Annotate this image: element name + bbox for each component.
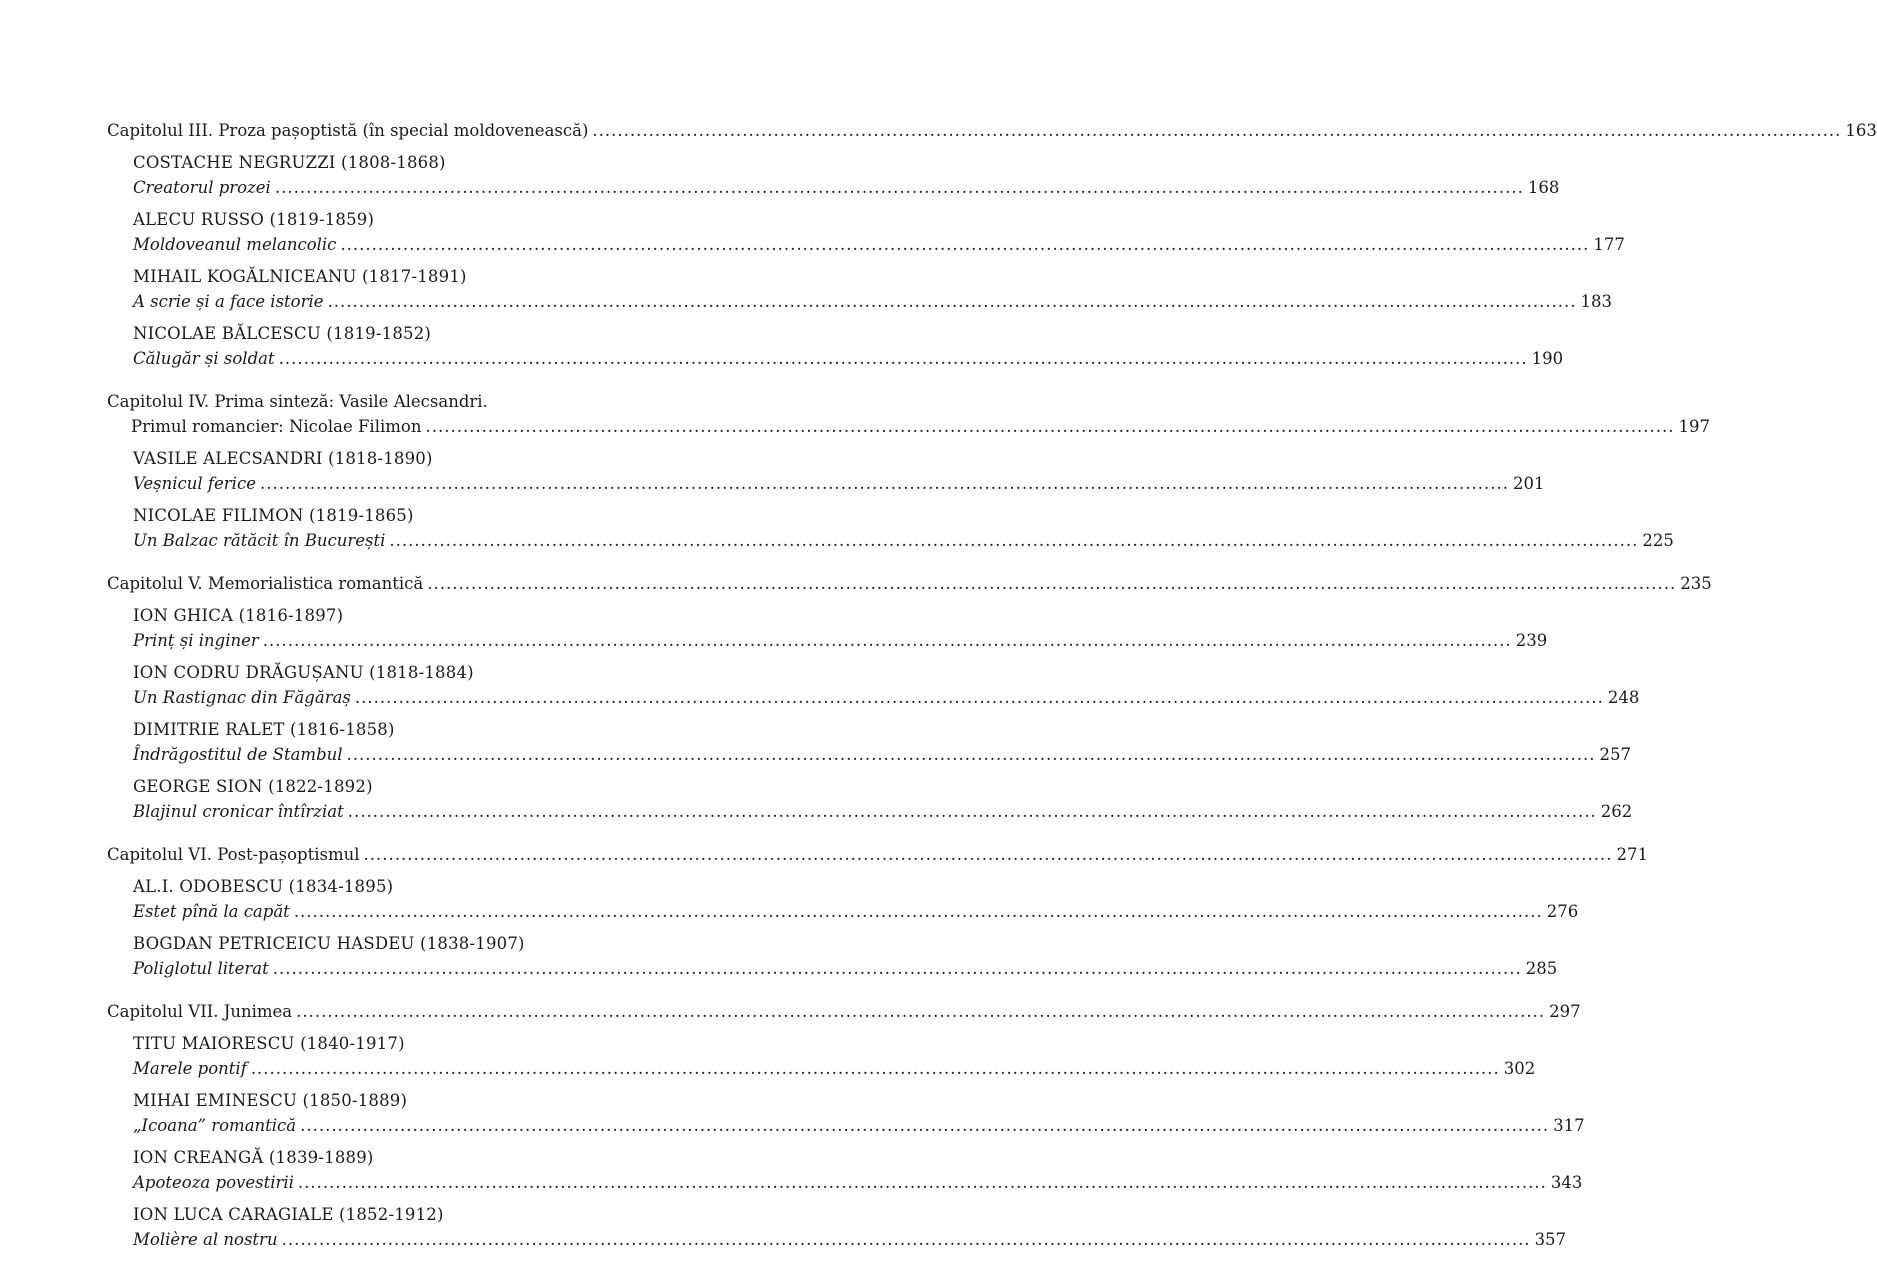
entry-subtitle: Blajinul cronicar întîrziat — [133, 802, 344, 821]
author-name: ALECU RUSSO (1819-1859) — [133, 210, 375, 229]
author-name: VASILE ALECSANDRI (1818-1890) — [133, 449, 433, 468]
entry-page-number: 276 — [1546, 902, 1579, 921]
chapter-section — [107, 118, 1877, 371]
dot-leader — [355, 685, 1604, 710]
dot-leader — [328, 289, 1577, 314]
entry-subtitle-line — [133, 628, 1548, 653]
author-name: DIMITRIE RALET (1816-1858) — [133, 720, 395, 739]
entry-subtitle: Veșnicul ferice — [133, 474, 256, 493]
entry-subtitle-line — [133, 899, 1579, 924]
entry-subtitle: Un Balzac rătăcit în București — [133, 531, 386, 550]
author-name: GEORGE SION (1822-1892) — [133, 777, 373, 796]
entry-subtitle: Estet pînă la capăt — [133, 902, 290, 921]
entry-subtitle: Marele pontif — [133, 1059, 247, 1078]
chapter-title-line — [107, 999, 1581, 1024]
entry-page-number: 285 — [1525, 959, 1558, 978]
author-name: BOGDAN PETRICEICU HASDEU (1838-1907) — [133, 934, 525, 953]
entry-page-number: 343 — [1550, 1173, 1583, 1192]
toc-entry — [107, 264, 1613, 314]
dot-leader — [282, 1227, 1531, 1252]
toc-entry — [107, 931, 1558, 981]
chapter-spacer — [107, 563, 693, 571]
toc-entry — [107, 1202, 1567, 1252]
chapter-section — [107, 842, 1649, 981]
entry-subtitle-line — [133, 742, 1632, 767]
author-name: MIHAIL KOGĂLNICEANU (1817-1891) — [133, 267, 467, 286]
entry-subtitle: „Icoana” romantică — [133, 1116, 297, 1135]
chapter-title-line — [107, 414, 1710, 439]
chapter-title-continuation: Primul romancier: Nicolae Filimon — [131, 417, 422, 436]
toc-entry — [107, 446, 1545, 496]
chapter-title: Capitolul VII. Junimea — [107, 1002, 293, 1021]
chapter-page-number: 163 — [1845, 121, 1877, 140]
entry-page-number: 201 — [1512, 474, 1545, 493]
dot-leader — [298, 1170, 1547, 1195]
chapter-page-number: 297 — [1549, 1002, 1581, 1021]
chapter-spacer — [107, 381, 693, 389]
chapter-title-line — [107, 118, 1877, 143]
author-name: NICOLAE FILIMON (1819-1865) — [133, 506, 414, 525]
dot-leader — [425, 414, 1674, 439]
entry-subtitle: Îndrăgostitul de Stambul — [133, 745, 343, 764]
entry-subtitle-line — [133, 528, 1674, 553]
dot-leader — [251, 1056, 1500, 1081]
entry-page-number: 177 — [1593, 235, 1625, 254]
chapter-page-number: 235 — [1680, 574, 1712, 593]
author-name: TITU MAIORESCU (1840-1917) — [133, 1034, 405, 1053]
dot-leader — [275, 175, 1524, 200]
entry-subtitle-line — [133, 956, 1558, 981]
chapter-spacer — [107, 991, 693, 999]
dot-leader — [348, 799, 1597, 824]
entry-page-number: 225 — [1642, 531, 1674, 550]
toc-entry — [107, 1145, 1583, 1195]
entry-subtitle-line — [133, 1170, 1583, 1195]
entry-subtitle: Călugăr și soldat — [133, 349, 275, 368]
dot-leader — [273, 956, 1522, 981]
entry-subtitle: A scrie și a face istorie — [133, 292, 324, 311]
toc-entry — [107, 207, 1625, 257]
entry-subtitle: Molière al nostru — [133, 1230, 278, 1249]
entry-subtitle-line — [133, 289, 1613, 314]
author-name: ION CREANGĂ (1839-1889) — [133, 1148, 374, 1167]
entry-page-number: 262 — [1600, 802, 1633, 821]
toc-entry — [107, 321, 1564, 371]
chapter-title: Capitolul IV. Prima sinteză: Vasile Alecsandri. — [107, 392, 488, 411]
chapter-page-number: 271 — [1616, 845, 1649, 864]
entry-page-number: 190 — [1531, 349, 1564, 368]
entry-page-number: 302 — [1503, 1059, 1536, 1078]
author-name: MIHAI EMINESCU (1850-1889) — [133, 1091, 408, 1110]
toc-entry — [107, 503, 1674, 553]
entry-subtitle: Un Rastignac din Făgăraș — [133, 688, 351, 707]
entry-page-number: 357 — [1534, 1230, 1567, 1249]
entry-subtitle: Moldoveanul melancolic — [133, 235, 337, 254]
entry-subtitle: Poliglotul literat — [133, 959, 269, 978]
entry-subtitle: Creatorul prozei — [133, 178, 271, 197]
entry-subtitle-line — [133, 1056, 1536, 1081]
dot-leader — [279, 346, 1528, 371]
chapter-title: Capitolul VI. Post-pașoptismul — [107, 845, 360, 864]
toc-entry — [107, 1088, 1585, 1138]
chapter-section — [107, 571, 1712, 824]
chapter-section — [107, 999, 1585, 1252]
chapter-title-line — [107, 842, 1649, 867]
entry-page-number: 168 — [1527, 178, 1560, 197]
entry-subtitle: Apoteoza povestirii — [133, 1173, 294, 1192]
toc-entry — [107, 774, 1633, 824]
dot-leader — [347, 742, 1596, 767]
author-name: AL.I. ODOBESCU (1834-1895) — [133, 877, 394, 896]
entry-page-number: 239 — [1515, 631, 1548, 650]
author-name: NICOLAE BĂLCESCU (1819-1852) — [133, 324, 432, 343]
entry-subtitle: Prinț și inginer — [133, 631, 259, 650]
toc-entry — [107, 717, 1632, 767]
toc-entry — [107, 660, 1640, 710]
entry-subtitle-line — [133, 471, 1545, 496]
entry-page-number: 317 — [1553, 1116, 1585, 1135]
dot-leader — [592, 118, 1841, 143]
dot-leader — [263, 628, 1512, 653]
author-name: ION GHICA (1816-1897) — [133, 606, 344, 625]
dot-leader — [364, 842, 1613, 867]
chapter-title: Capitolul V. Memorialistica romantică — [107, 574, 424, 593]
entry-subtitle-line — [133, 232, 1625, 257]
table-of-contents — [107, 118, 1877, 1262]
chapter-section — [107, 389, 1710, 553]
entry-subtitle-line — [133, 1113, 1585, 1138]
entry-subtitle-line — [133, 799, 1633, 824]
entry-subtitle-line — [133, 175, 1560, 200]
toc-entry — [107, 1031, 1536, 1081]
chapter-title-line — [107, 571, 1712, 596]
dot-leader — [427, 571, 1676, 596]
entry-subtitle-line — [133, 1227, 1567, 1252]
author-name: ION LUCA CARAGIALE (1852-1912) — [133, 1205, 444, 1224]
dot-leader — [296, 999, 1545, 1024]
dot-leader — [389, 528, 1638, 553]
toc-entry — [107, 603, 1548, 653]
entry-page-number: 248 — [1607, 688, 1640, 707]
toc-entry — [107, 874, 1579, 924]
entry-subtitle-line — [133, 685, 1640, 710]
chapter-spacer — [107, 834, 693, 842]
chapter-page-number: 197 — [1678, 417, 1710, 436]
dot-leader — [260, 471, 1509, 496]
entry-page-number: 183 — [1580, 292, 1613, 311]
author-name: ION CODRU DRĂGUȘANU (1818-1884) — [133, 663, 474, 682]
chapter-title: Capitolul III. Proza pașoptistă (în special moldovenească) — [107, 121, 589, 140]
author-name: COSTACHE NEGRUZZI (1808-1868) — [133, 153, 446, 172]
toc-entry — [107, 150, 1560, 200]
dot-leader — [340, 232, 1589, 257]
dot-leader — [294, 899, 1543, 924]
entry-page-number: 257 — [1599, 745, 1632, 764]
dot-leader — [300, 1113, 1549, 1138]
entry-subtitle-line — [133, 346, 1564, 371]
